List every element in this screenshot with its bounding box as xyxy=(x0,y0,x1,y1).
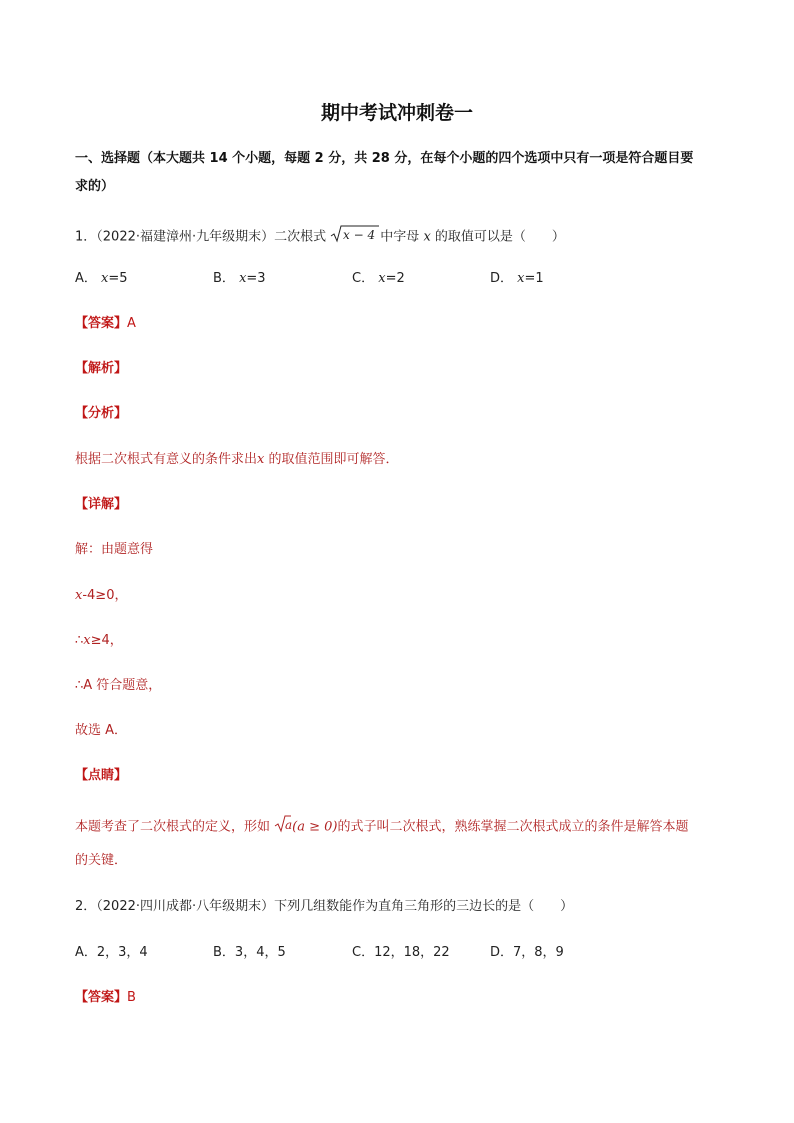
option-2d: D．7，8，9 xyxy=(490,945,564,960)
step-4: ∴A 符合题意， xyxy=(75,678,162,693)
option-2c: C．12，18，22 xyxy=(352,945,450,960)
dianjing-condition: (a ≥ 0) xyxy=(292,819,338,835)
radical-sign-icon xyxy=(274,814,292,834)
answer-1: 【答案】A xyxy=(75,316,136,331)
option-1c: C． x=2 xyxy=(352,271,405,286)
question-1-text-b: 的取值可以是（ ） xyxy=(434,229,565,245)
dianjing-text-2: 的关键． xyxy=(75,853,128,868)
question-2 xyxy=(75,898,573,916)
radical-expression-a xyxy=(274,814,292,840)
fenxi-label: 【分析】 xyxy=(75,406,128,421)
xiangjie-label: 【详解】 xyxy=(75,497,128,512)
question-2-number: 2． xyxy=(75,899,97,914)
question-2-source: （2022·四川成都·八年级期末）下列几组数能作为直角三角形的三边长的是（ ） xyxy=(96,899,574,914)
dianjing-text: 本题考查了二次根式的定义，形如 a (a ≥ 0)的式子叫二次根式，熟练掌握二次根式成立的条件是解答本题 xyxy=(75,814,689,840)
option-1b: B． x=3 xyxy=(213,271,266,286)
option-1d: D． x=1 xyxy=(490,271,544,286)
answer-2: 【答案】B xyxy=(75,990,136,1005)
section-heading-line2: 求的） xyxy=(75,179,115,194)
page-title: 期中考试冲刺卷一 xyxy=(320,102,473,124)
option-2a: A．2，3，4 xyxy=(75,945,148,960)
section-heading-line1: 一、选择题（本大题共 14 个小题，每题 2 分，共 28 分，在每个小题的四个选项中只有一项是符合题目要 xyxy=(75,151,694,166)
fenxi-text: 根据二次根式有意义的条件求出x 的取值范围即可解答． xyxy=(75,452,399,467)
radical-expression xyxy=(330,224,380,250)
jiexi-label: 【解析】 xyxy=(75,361,128,376)
question-1-source: （2022·福建漳州·九年级期末）二次根式 xyxy=(96,229,327,245)
option-1a: A． x=5 xyxy=(75,271,128,286)
step-5: 故选 A． xyxy=(75,723,128,738)
option-2b: B．3，4，5 xyxy=(213,945,286,960)
radical-sign-icon xyxy=(330,224,380,244)
question-1-number: 1． xyxy=(75,229,97,245)
radicand: x − 4 xyxy=(343,228,376,242)
step-1: 解：由题意得 xyxy=(75,542,154,557)
question-1-text-a: 中字母 xyxy=(380,229,420,245)
question-1-var: x xyxy=(423,229,431,245)
dianjing-label: 【点睛】 xyxy=(75,768,128,783)
question-1 xyxy=(75,224,565,250)
step-2: x-4≥0， xyxy=(75,588,128,603)
step-3: ∴x≥4， xyxy=(75,633,123,648)
radicand-a: a xyxy=(285,818,293,832)
